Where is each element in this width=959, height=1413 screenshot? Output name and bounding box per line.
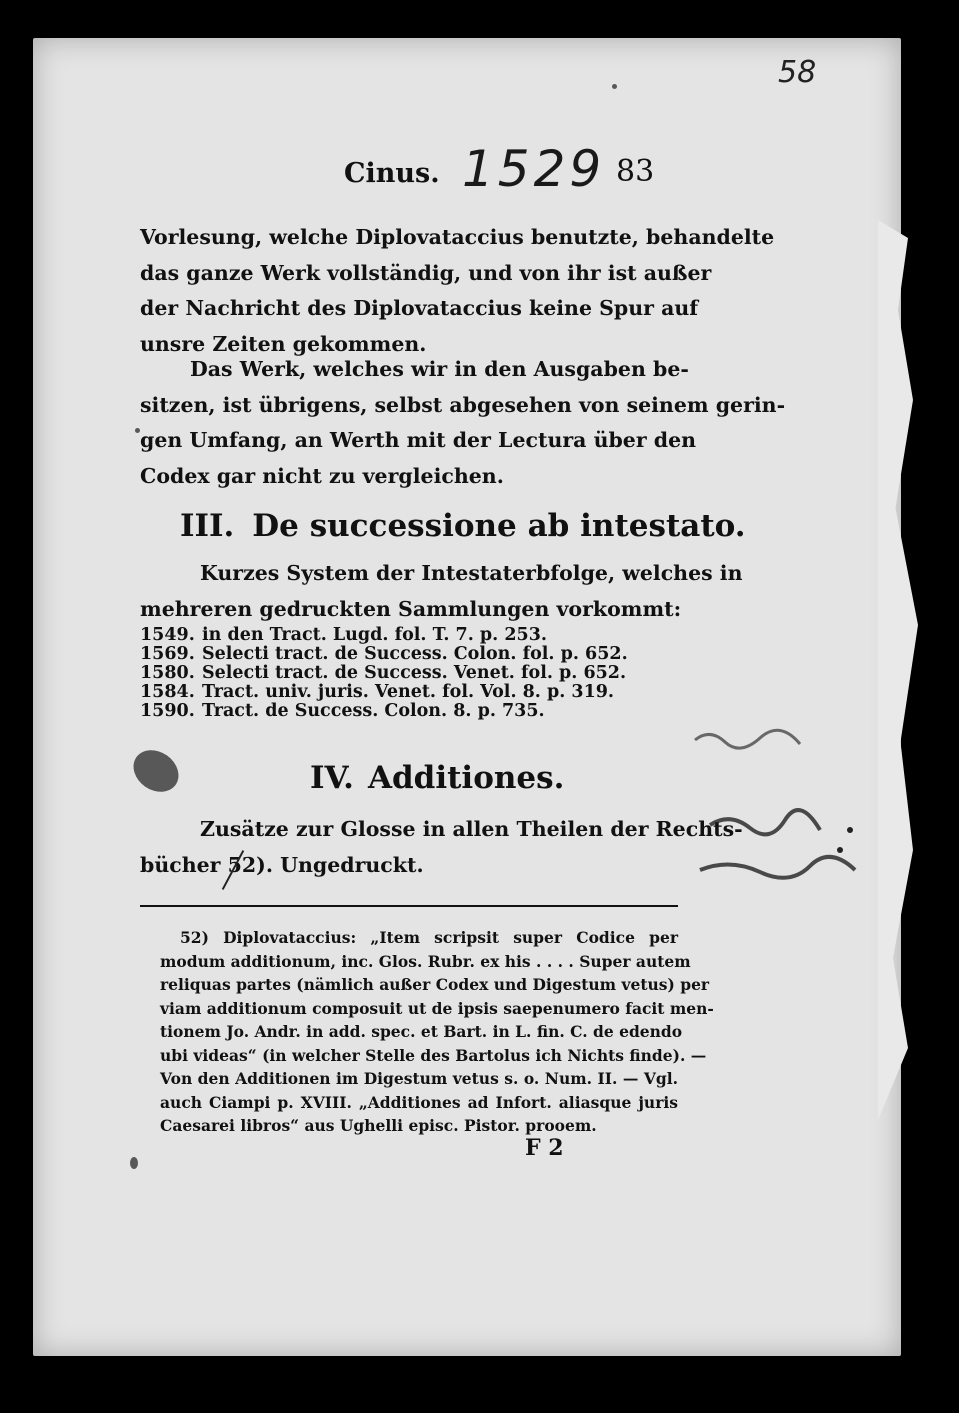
- edition-entry: [140, 683, 640, 702]
- edition-text: in den Tract. Lugd. fol. T. 7. p. 253.: [202, 625, 547, 645]
- edition-text: Tract. de Success. Colon. 8. p. 735.: [202, 701, 545, 721]
- ink-stain: [125, 742, 186, 801]
- section-heading-3: [180, 508, 746, 544]
- edition-year: 1584.: [140, 682, 195, 702]
- signature-mark: F 2: [525, 1135, 564, 1161]
- edition-year: 1549.: [140, 625, 195, 645]
- running-title: Cinus.: [344, 158, 440, 189]
- editions-list: [140, 626, 640, 721]
- section-number: III.: [180, 508, 235, 544]
- text-line: Zusätze zur Glosse in allen Theilen der Rechts-: [200, 817, 743, 841]
- section-heading-4: [310, 760, 564, 796]
- text-line: mehreren gedruckten Sammlungen vorkommt:: [140, 596, 682, 621]
- edition-entry: [140, 664, 640, 683]
- edition-text: Selecti tract. de Success. Venet. fol. p. 652.: [202, 663, 627, 683]
- section-title: De successione ab intestato.: [252, 508, 746, 544]
- text-line: das ganze Werk vollständig, und von ihr ist außer: [140, 260, 712, 285]
- text-line: Codex gar nicht zu vergleichen.: [140, 463, 504, 488]
- edition-year: 1569.: [140, 644, 195, 664]
- paragraph-4: [140, 812, 743, 883]
- text-line: Das Werk, welches wir in den Ausgaben be-: [190, 357, 689, 381]
- edition-year: 1590.: [140, 701, 195, 721]
- edition-entry: [140, 702, 640, 721]
- text-line: sitzen, ist übrigens, selbst abgesehen von seinem gerin-: [140, 392, 786, 417]
- footnote-line: modum additionum, inc. Glos. Rubr. ex his . . . . Super autem: [160, 951, 691, 971]
- footnote-line: auch Ciampi p. XVIII. „Additiones ad Infort. aliasque juris: [160, 1092, 678, 1112]
- text-line: bücher 52). Ungedruckt.: [140, 852, 424, 877]
- footnote-divider: [140, 905, 678, 907]
- edition-year: 1580.: [140, 663, 195, 683]
- section-title: Additiones.: [367, 760, 565, 796]
- text-line: Vorlesung, welche Diplovataccius benutzte, behandelte: [140, 225, 775, 249]
- section-number: IV.: [310, 760, 354, 796]
- footnote-line: tionem Jo. Andr. in add. spec. et Bart. in L. fin. C. de edendo: [160, 1022, 683, 1041]
- text-line: der Nachricht des Diplovataccius keine Spur auf: [140, 296, 699, 320]
- edition-text: Tract. univ. juris. Venet. fol. Vol. 8. p. 319.: [202, 682, 615, 702]
- page-number: 83: [616, 154, 655, 189]
- paragraph-2: [140, 352, 786, 494]
- text-line: Kurzes System der Intestaterbfolge, welches in: [200, 561, 743, 585]
- ink-dot: [612, 84, 617, 89]
- handwritten-year: 1529: [462, 140, 606, 198]
- edition-text: Selecti tract. de Success. Colon. fol. p. 652.: [202, 644, 628, 664]
- text-line: gen Umfang, an Werth mit der Lectura über den: [140, 428, 697, 452]
- paragraph-1: [140, 220, 775, 362]
- footnote-line: viam additionum composuit ut de ipsis saepenumero facit men-: [160, 998, 714, 1018]
- paragraph-3: [140, 556, 743, 627]
- bleed-through-marks: [690, 720, 870, 895]
- ink-dot: [135, 428, 140, 433]
- footnote-line: 52) Diplovataccius: „Item scripsit super Codice per: [180, 928, 678, 947]
- handwritten-page-number: 58: [778, 55, 817, 90]
- footnote-line: Caesarei libros“ aus Ughelli episc. Pistor. prooem.: [160, 1116, 597, 1135]
- edition-entry: [140, 645, 640, 664]
- footnote-line: reliquas partes (nämlich außer Codex und Digestum vetus) per: [160, 975, 710, 994]
- footnote-52: [160, 926, 714, 1138]
- footnote-line: ubi videas“ (in welcher Stelle des Bartolus ich Nichts finde). —: [160, 1045, 707, 1065]
- footnote-line: Von den Additionen im Digestum vetus s. o. Num. II. — Vgl.: [160, 1069, 678, 1088]
- ink-dot: [130, 1157, 138, 1169]
- text-line: unsre Zeiten gekommen.: [140, 331, 427, 356]
- edition-entry: [140, 626, 640, 645]
